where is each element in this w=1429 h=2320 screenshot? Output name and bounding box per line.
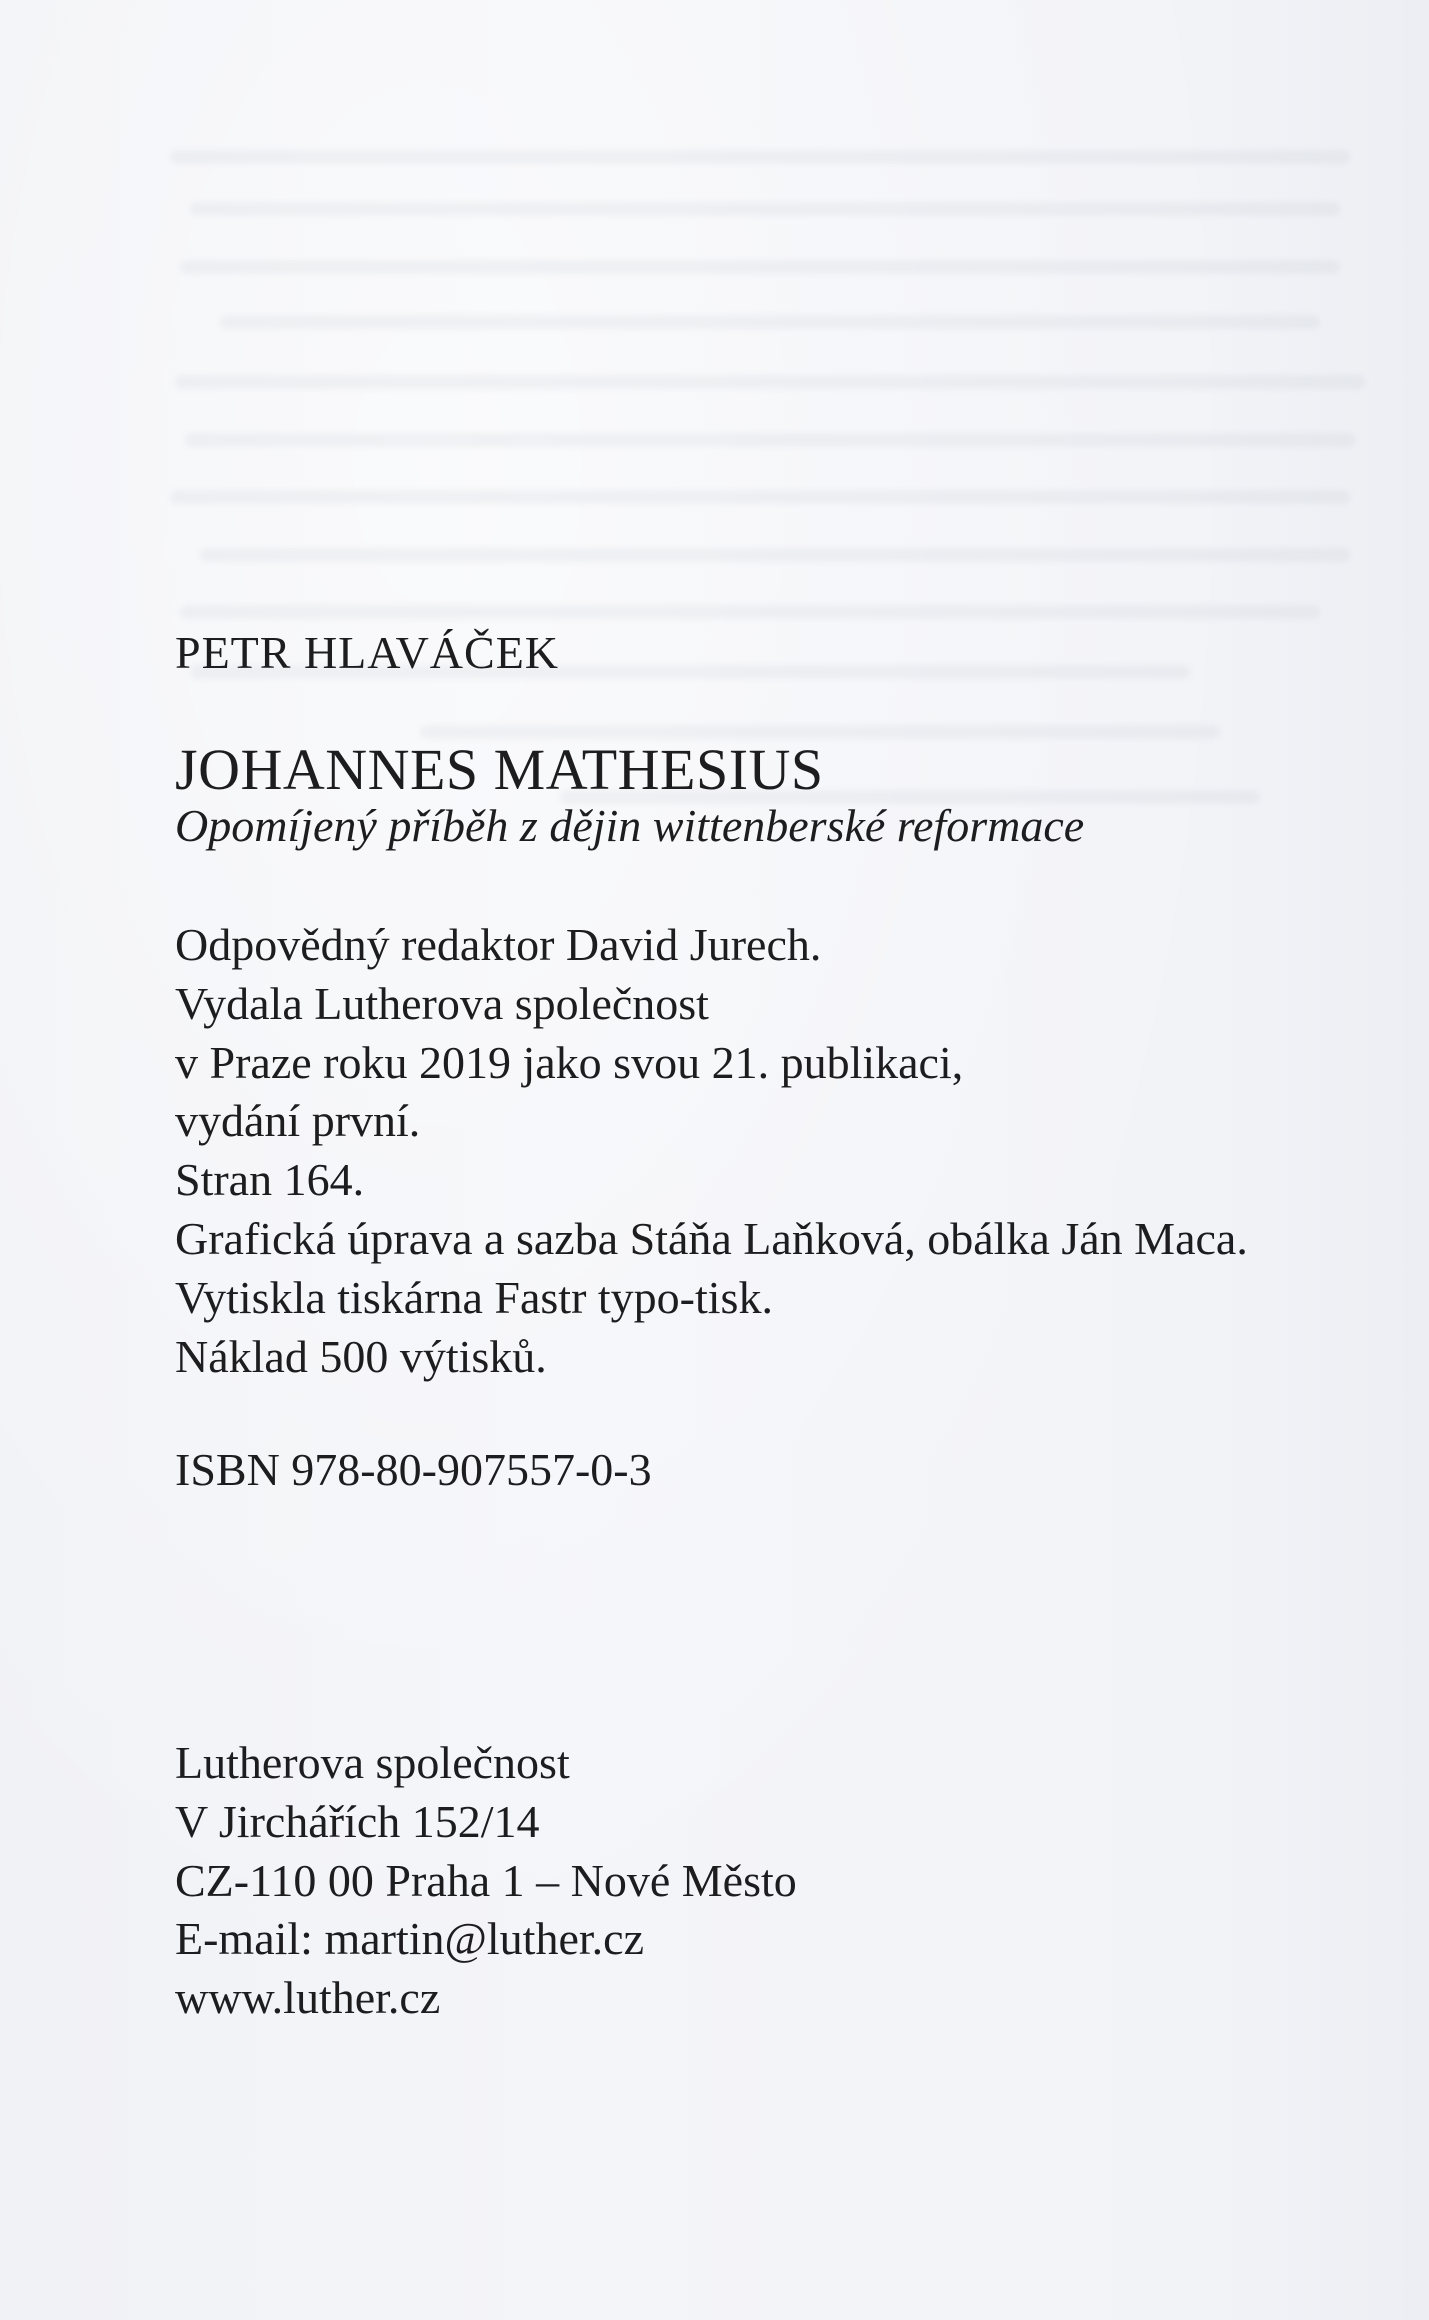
book-title: JOHANNES MATHESIUS [175,737,824,802]
publisher-city: CZ-110 00 Praha 1 – Nové Město [175,1854,797,1906]
imprint-editor: Odpovědný redaktor David Jurech. [175,919,822,970]
publisher-email: E-mail: martin@luther.cz [175,1913,644,1965]
publisher-website: www.luther.cz [175,1972,441,2024]
publisher-name: Lutherova společnost [175,1737,570,1788]
imprint-details [175,916,1248,1386]
imprint-printer: Vytiskla tiskárna Fastr typo-tisk. [175,1271,773,1323]
imprint-edition: vydání první. [175,1095,421,1147]
book-subtitle: Opomíjený příběh z dějin wittenberské reformace [175,800,1085,851]
publisher-address [175,1734,797,2028]
imprint-pages: Stran 164. [175,1154,365,1206]
imprint-publisher: Vydala Lutherova společnost [175,977,709,1029]
imprint-print-run: Náklad 500 výtisků. [175,1330,547,1382]
isbn: ISBN 978-80-907557-0-3 [175,1444,652,1495]
author-name: PETR HLAVÁČEK [175,627,560,678]
publisher-street: V Jirchářích 152/14 [175,1795,540,1847]
imprint-publication: v Praze roku 2019 jako svou 21. publikaci, [175,1036,964,1088]
imprint-design: Grafická úprava a sazba Stáňa Laňková, obálka Ján Maca. [175,1212,1248,1264]
